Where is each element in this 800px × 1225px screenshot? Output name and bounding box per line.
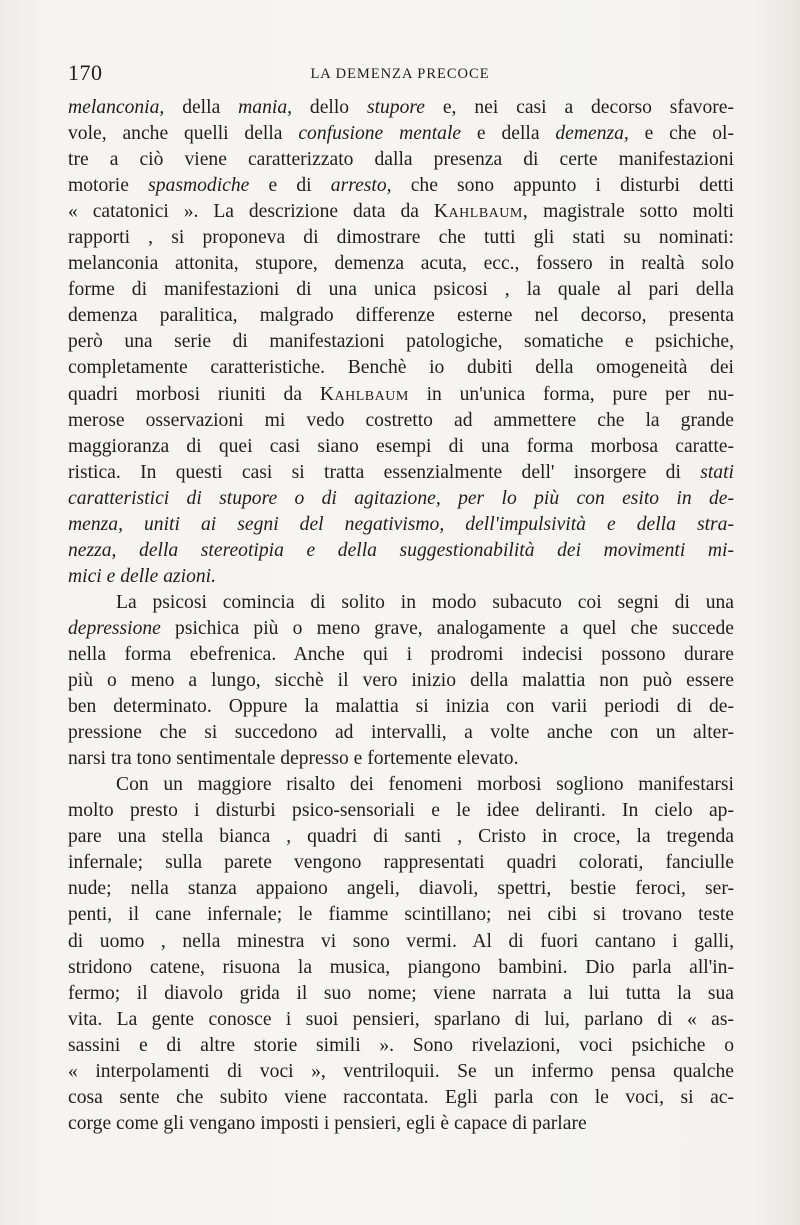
text-line xyxy=(68,225,734,251)
text-segment: « interpolamenti di voci », ventriloquii. Se un infermo pensa qualche xyxy=(68,1060,734,1082)
text-segment: di uomo , nella minestra vi sono vermi. Al di fuori cantano i galli, xyxy=(68,930,734,952)
text-line xyxy=(68,251,734,277)
text-line xyxy=(68,824,734,850)
text-segment: Con un maggiore risalto dei fenomeni morbosi sogliono manifestarsi xyxy=(116,774,734,796)
text-line xyxy=(68,642,734,668)
author-name: Kahlbaum, xyxy=(433,201,529,223)
text-line xyxy=(68,486,734,512)
text-segment: ristica. In questi casi si tratta essenzialmente dell' insorgere di xyxy=(68,461,701,483)
italic-text: arresto, xyxy=(330,175,392,197)
text-segment: sassini e di altre storie simili ». Sono rivelazioni, voci psichiche o xyxy=(68,1034,734,1056)
text-segment: merose osservazioni mi vedo costretto ad ammettere che la grande xyxy=(68,409,734,431)
text-line xyxy=(68,408,734,434)
text-segment: rapporti , si proponeva di dimostrare che tutti gli stati su nominati: xyxy=(68,227,734,249)
text-segment: infernale; sulla parete vengono rappresentati quadri colorati, fanciulle xyxy=(68,852,734,874)
text-line xyxy=(68,694,734,720)
italic-text: demenza, xyxy=(555,123,629,145)
page-number: 170 xyxy=(68,60,103,85)
text-segment: La psicosi comincia di solito in modo subacuto coi segni di una xyxy=(116,591,734,613)
text-segment: nude; nella stanza appaiono angeli, diavoli, spettri, bestie feroci, ser- xyxy=(68,878,734,900)
text-segment: pare una stella bianca , quadri di santi , Cristo in croce, la tregenda xyxy=(68,826,734,848)
text-segment: motorie xyxy=(68,175,149,197)
text-line xyxy=(68,1007,734,1033)
text-segment: « catatonici ». La descrizione data da xyxy=(68,201,434,223)
text-line xyxy=(68,1111,734,1137)
text-segment: però una serie di manifestazioni patologiche, somatiche e psichiche, xyxy=(68,331,734,353)
text-line xyxy=(68,303,734,329)
text-line xyxy=(68,277,734,303)
italic-text: mania, xyxy=(238,97,293,118)
text-segment: dello xyxy=(292,97,367,118)
text-line xyxy=(68,147,734,173)
text-segment: penti, il cane infernale; le fiamme scintillano; nei cibi si trovano teste xyxy=(68,904,734,926)
text-segment: che sono appunto i disturbi detti xyxy=(391,175,734,197)
text-line xyxy=(68,746,734,772)
text-segment: pressione che si succedono ad intervalli, a volte anche con un alter- xyxy=(68,722,734,744)
italic-text: melanconia, xyxy=(68,97,165,118)
text-line xyxy=(68,538,734,564)
text-segment: corge come gli vengano imposti i pensieri, egli è capace di parlare xyxy=(68,1112,587,1134)
text-segment: stridono catene, risuona la musica, piangono bambini. Dio parla all'in- xyxy=(68,956,734,978)
text-line xyxy=(68,590,734,616)
text-segment: e di xyxy=(249,175,331,197)
text-line xyxy=(68,955,734,981)
text-line xyxy=(68,902,734,928)
text-segment: narsi tra tono sentimentale depresso e fortemente elevato. xyxy=(68,748,519,770)
text-line xyxy=(68,1059,734,1085)
text-segment: vole, anche quelli della xyxy=(68,123,299,145)
text-segment: forme di manifestazioni di una unica psicosi , la quale al pari della xyxy=(68,279,734,301)
text-line xyxy=(68,199,734,225)
text-segment: della xyxy=(164,97,239,118)
text-line xyxy=(68,382,734,408)
italic-text: stati xyxy=(700,461,734,483)
running-title: LA DEMENZA PRECOCE xyxy=(310,66,490,82)
text-segment: psichica più o meno grave, analogamente a quel che succede xyxy=(160,617,734,639)
italic-text: spasmodiche xyxy=(148,175,250,197)
text-line xyxy=(68,981,734,1007)
text-segment: in un'unica forma, pure per nu- xyxy=(408,383,734,405)
text-segment: tre a ciò viene caratterizzato dalla presenza di certe manifestazioni xyxy=(68,149,734,171)
text-line xyxy=(68,460,734,486)
text-segment: più o meno a lungo, sicchè il vero inizio della malattia non può essere xyxy=(68,670,734,692)
text-segment: demenza paralitica, malgrado differenze esterne nel decorso, presenta xyxy=(68,305,734,327)
italic-text: mici e delle azioni. xyxy=(68,565,217,587)
text-segment: nella forma ebefrenica. Anche qui i prodromi indecisi possono durare xyxy=(68,643,734,665)
text-segment: melanconia attonita, stupore, demenza acuta, ecc., fossero in realtà solo xyxy=(68,253,734,275)
text-segment: cosa sente che subito viene raccontata. Egli parla con le voci, si ac- xyxy=(68,1086,734,1108)
text-line xyxy=(68,355,734,381)
text-segment: vita. La gente conosce i suoi pensieri, sparlano di lui, parlano di « as- xyxy=(68,1008,734,1030)
text-line xyxy=(68,173,734,199)
text-segment: e che ol- xyxy=(628,123,734,145)
text-segment: fermo; il diavolo grida il suo nome; viene narrata a lui tutta la sua xyxy=(68,982,734,1004)
text-line xyxy=(68,668,734,694)
text-line xyxy=(68,772,734,798)
author-name: Kahlbaum xyxy=(319,383,409,405)
text-segment: magistrale sotto molti xyxy=(528,201,734,223)
italic-text: depressione xyxy=(68,617,161,639)
text-line xyxy=(68,329,734,355)
text-line xyxy=(68,564,734,590)
italic-text: nezza, della stereotipia e della suggestionabilità dei movimenti mi- xyxy=(68,539,734,561)
text-line xyxy=(68,1033,734,1059)
text-line xyxy=(68,121,734,147)
italic-text: confusione mentale xyxy=(298,123,462,145)
text-segment: quadri morbosi riuniti da xyxy=(68,383,320,405)
text-line xyxy=(68,512,734,538)
text-segment: molto presto i disturbi psico-sensoriali e le idee deliranti. In cielo ap- xyxy=(68,800,734,822)
body-text xyxy=(68,95,734,1137)
text-line xyxy=(68,616,734,642)
text-segment: e, nei casi a decorso sfavore- xyxy=(425,97,734,118)
text-line xyxy=(68,1085,734,1111)
text-line xyxy=(68,434,734,460)
text-line xyxy=(68,95,734,121)
text-line xyxy=(68,876,734,902)
italic-text: caratteristici di stupore o di agitazione, per lo più con esito in de- xyxy=(68,487,734,509)
text-segment: ben determinato. Oppure la malattia si inizia con varii periodi di de- xyxy=(68,696,734,718)
text-line xyxy=(68,720,734,746)
text-segment: completamente caratteristiche. Benchè io dubiti della omogeneità dei xyxy=(68,357,734,379)
text-line xyxy=(68,798,734,824)
page-header xyxy=(68,60,732,90)
text-segment: e della xyxy=(461,123,556,145)
text-segment: maggioranza di quei casi siano esempi di una forma morbosa caratte- xyxy=(68,435,734,457)
text-line xyxy=(68,929,734,955)
italic-text: stupore xyxy=(366,97,425,118)
text-line xyxy=(68,850,734,876)
italic-text: menza, uniti ai segni del negativismo, dell'impulsività e della stra- xyxy=(68,513,734,535)
